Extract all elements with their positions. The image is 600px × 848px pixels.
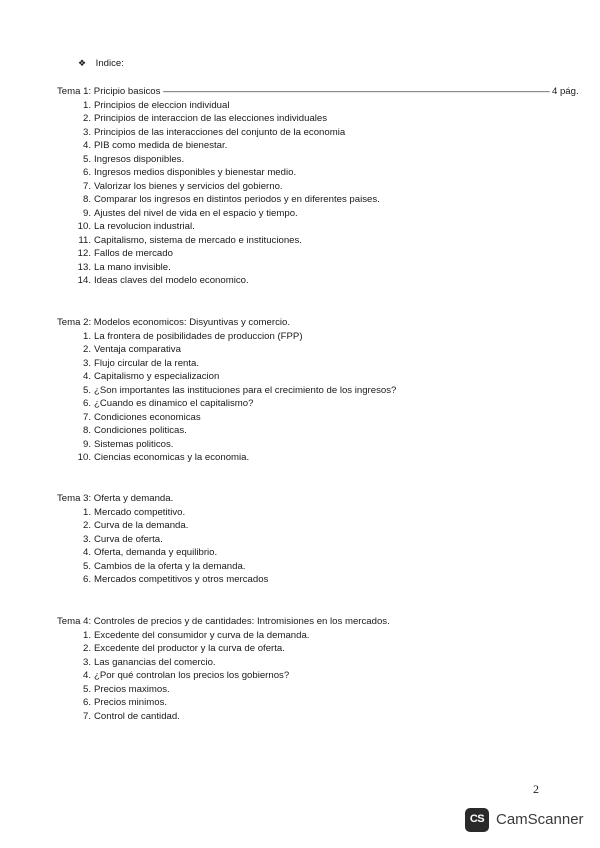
list-item	[57, 451, 537, 465]
item-text: Principios de eleccion individual	[94, 99, 230, 111]
item-text: Las ganancias del comercio.	[94, 656, 216, 668]
list-item	[57, 384, 537, 398]
item-number: 2.	[82, 344, 91, 355]
item-text: La revolucion industrial.	[94, 221, 195, 232]
item-number: 9.	[82, 438, 91, 450]
item-number: 4.	[82, 670, 91, 681]
list-item	[57, 247, 537, 261]
item-text: Precios maximos.	[94, 683, 170, 695]
list-item	[57, 343, 537, 357]
section-title: Tema 2: Modelos economicos: Disyuntivas y comercio.	[57, 317, 291, 328]
list-item	[57, 234, 537, 248]
list-item	[57, 207, 537, 221]
list-item	[57, 424, 537, 438]
item-text: La mano invisible.	[94, 261, 171, 273]
item-text: Condiciones economicas	[94, 411, 201, 423]
list-item	[57, 139, 537, 153]
list-item	[57, 220, 537, 234]
item-number: 4.	[82, 547, 91, 558]
camscanner-brand: CamScanner	[496, 811, 584, 829]
list-item	[57, 274, 537, 288]
item-number: 8.	[82, 425, 91, 436]
item-number: 9.	[82, 207, 91, 219]
item-number: 6.	[82, 574, 91, 585]
list-item	[57, 438, 537, 452]
leader-dashes: ——————————————————————————————————————————	[163, 86, 550, 97]
list-item	[57, 193, 537, 207]
item-text: Cambios de la oferta y la demanda.	[94, 560, 246, 572]
item-text: ¿Cuando es dinamico el capitalismo?	[94, 398, 254, 409]
item-text: Ciencias economicas y la economia.	[94, 452, 250, 463]
item-number: 7.	[82, 710, 91, 722]
list-item	[57, 180, 537, 194]
item-text: Curva de oferta.	[94, 533, 163, 545]
list-item	[57, 411, 537, 425]
item-number: 7.	[82, 180, 91, 192]
item-list	[57, 330, 537, 465]
item-number: 14.	[77, 275, 91, 286]
item-text: ¿Son importantes las instituciones para el crecimiento de los ingresos?	[94, 384, 397, 396]
item-text: PIB como medida de bienestar.	[94, 140, 228, 151]
item-text: Oferta, demanda y equilibrio.	[94, 547, 218, 558]
list-item	[57, 629, 537, 643]
list-item	[57, 669, 537, 683]
item-number: 3.	[82, 656, 91, 668]
item-number: 7.	[82, 411, 91, 423]
item-number: 13.	[77, 261, 91, 273]
item-number: 1.	[82, 99, 91, 111]
list-item	[57, 519, 537, 533]
camscanner-logo-icon: CS	[465, 808, 489, 832]
item-text: Capitalismo y especializacion	[94, 371, 220, 382]
list-item	[57, 330, 537, 344]
item-list	[57, 99, 537, 288]
list-item	[57, 696, 537, 710]
list-item	[57, 261, 537, 275]
list-item	[57, 370, 537, 384]
item-number: 6.	[82, 167, 91, 178]
item-number: 6.	[82, 697, 91, 708]
item-text: Ingresos disponibles.	[94, 153, 185, 165]
diamond-bullet-icon: ❖	[78, 58, 87, 68]
item-text: Excedente del productor y la curva de oferta.	[94, 643, 285, 654]
item-number: 5.	[82, 560, 91, 572]
list-item	[57, 397, 537, 411]
list-item	[57, 560, 537, 574]
item-text: Ingresos medios disponibles y bienestar medio.	[94, 167, 297, 178]
item-number: 11.	[78, 234, 91, 246]
item-text: Comparar los ingresos en distintos periodos y en diferentes paises.	[94, 194, 380, 205]
list-item	[57, 126, 537, 140]
item-number: 2.	[82, 643, 91, 654]
item-text: Ideas claves del modelo economico.	[94, 275, 249, 286]
index-label: Indice:	[95, 58, 124, 69]
page-ref: 4 pág.	[551, 86, 579, 97]
item-text: Condiciones politicas.	[94, 425, 187, 436]
item-number: 2.	[82, 520, 91, 531]
list-item	[57, 642, 537, 656]
item-text: Excedente del consumidor y curva de la demanda.	[94, 629, 310, 641]
item-text: Ajustes del nivel de vida en el espacio y tiempo.	[94, 207, 298, 219]
item-number: 3.	[82, 126, 91, 138]
camscanner-watermark	[465, 807, 584, 833]
item-number: 3.	[82, 357, 91, 369]
item-number: 5.	[82, 384, 91, 396]
item-text: Flujo circular de la renta.	[94, 357, 200, 369]
section-title: Tema 4: Controles de precios y de cantidades: Intromisiones en los mercados.	[57, 616, 390, 627]
item-number: 3.	[82, 533, 91, 545]
item-number: 1.	[82, 629, 91, 641]
section-title: Tema 1: Pricipio basicos —————————————————————————————————————————— 4 pág.	[57, 86, 579, 97]
index-heading	[78, 57, 124, 71]
list-item	[57, 710, 537, 724]
list-item	[57, 506, 537, 520]
list-item	[57, 573, 537, 587]
item-text: ¿Por qué controlan los precios los gobiernos?	[94, 670, 290, 681]
list-item	[57, 533, 537, 547]
item-number: 12.	[77, 248, 91, 259]
section-tema-4	[57, 615, 537, 723]
section-tema-1	[57, 85, 579, 288]
item-text: Fallos de mercado	[94, 248, 173, 259]
item-text: Principios de las interacciones del conjunto de la economia	[94, 126, 346, 138]
item-number: 2.	[82, 113, 91, 124]
section-tema-3	[57, 492, 537, 587]
item-list	[57, 629, 537, 724]
item-list	[57, 506, 537, 587]
item-number: 1.	[82, 506, 91, 518]
list-item	[57, 99, 537, 113]
item-number: 8.	[82, 194, 91, 205]
page-number: 2	[533, 782, 539, 796]
list-item	[57, 166, 537, 180]
item-text: Ventaja comparativa	[94, 344, 181, 355]
list-item	[57, 546, 537, 560]
item-text: Valorizar los bienes y servicios del gobierno.	[94, 180, 283, 192]
item-number: 10.	[77, 221, 91, 232]
item-text: Sistemas politicos.	[94, 438, 174, 450]
item-number: 6.	[82, 398, 91, 409]
item-number: 5.	[82, 683, 91, 695]
item-text: Mercados competitivos y otros mercados	[94, 574, 269, 585]
item-text: Curva de la demanda.	[94, 520, 189, 531]
list-item	[57, 357, 537, 371]
section-tema-2	[57, 316, 537, 465]
item-text: La frontera de posibilidades de produccion (FPP)	[94, 330, 303, 342]
list-item	[57, 683, 537, 697]
item-number: 1.	[82, 330, 91, 342]
item-text: Mercado competitivo.	[94, 506, 186, 518]
item-text: Control de cantidad.	[94, 710, 180, 722]
list-item	[57, 656, 537, 670]
section-title: Tema 3: Oferta y demanda.	[57, 493, 174, 504]
list-item	[57, 153, 537, 167]
item-number: 5.	[82, 153, 91, 165]
item-text: Capitalismo, sistema de mercado e instituciones.	[94, 234, 302, 246]
list-item	[57, 112, 537, 126]
item-number: 10.	[77, 452, 91, 463]
item-text: Precios minimos.	[94, 697, 168, 708]
item-number: 4.	[82, 140, 91, 151]
item-number: 4.	[82, 371, 91, 382]
item-text: Principios de interaccion de las elecciones individuales	[94, 113, 328, 124]
